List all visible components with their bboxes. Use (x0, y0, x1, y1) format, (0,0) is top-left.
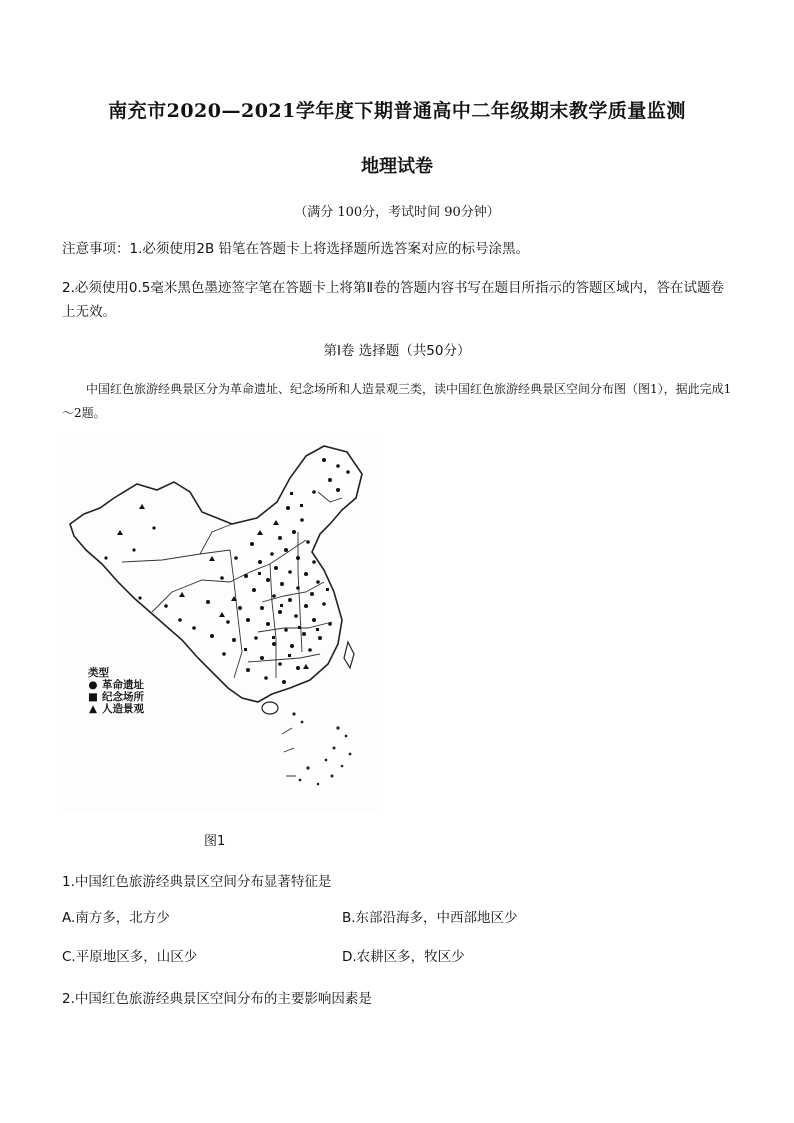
legend-item-memorial (88, 691, 144, 703)
option-b: B.东部沿海多，中西部地区少 (342, 910, 518, 926)
option-a: A.南方多，北方少 (62, 910, 170, 926)
legend-item-revolution-site (88, 679, 144, 691)
legend-label: 人造景观 (102, 703, 144, 715)
exam-subtitle: 地理试卷 (361, 156, 433, 177)
legend-title: 类型 (88, 667, 109, 679)
section-intro: 中国红色旅游经典景区分为革命遗址、纪念场所和人造景观三类，读中国红色旅游经典景区空间分布图（图1），据此完成1～2题。 (62, 382, 732, 420)
map-legend (88, 667, 144, 715)
figure-caption: 图1 (204, 834, 226, 849)
note-1: 注意事项：1.必须使用2B 铅笔在答题卡上将选择题所选答案对应的标号涂黑。 (62, 241, 530, 257)
exam-title: 南充市2020—2021学年度下期普通高中二年级期末教学质量监测 (108, 100, 686, 122)
note-2: 2.必须使用0.5毫米黑色墨迹签字笔在答题卡上将第Ⅱ卷的答题内容书写在题目所指示的答题区域内，答在试题卷上无效。 (62, 280, 724, 320)
legend-label: 革命遗址 (102, 679, 144, 691)
triangle-icon: ▲ (88, 703, 98, 715)
option-d: D.农耕区多，牧区少 (342, 949, 465, 965)
section-title: 第Ⅰ卷 选择题（共50分） (323, 343, 471, 359)
score-info: （满分 100分，考试时间 90分钟） (294, 205, 500, 220)
option-c: C.平原地区多，山区少 (62, 949, 198, 965)
question-1: 1.中国红色旅游经典景区空间分布显著特征是 (62, 874, 332, 890)
legend-item-artificial (88, 703, 144, 715)
china-red-tourism-map (62, 432, 382, 812)
question-2: 2.中国红色旅游经典景区空间分布的主要影响因素是 (62, 991, 372, 1007)
dot-icon: ● (88, 679, 98, 691)
legend-label: 纪念场所 (102, 691, 144, 703)
square-icon: ■ (88, 691, 98, 703)
